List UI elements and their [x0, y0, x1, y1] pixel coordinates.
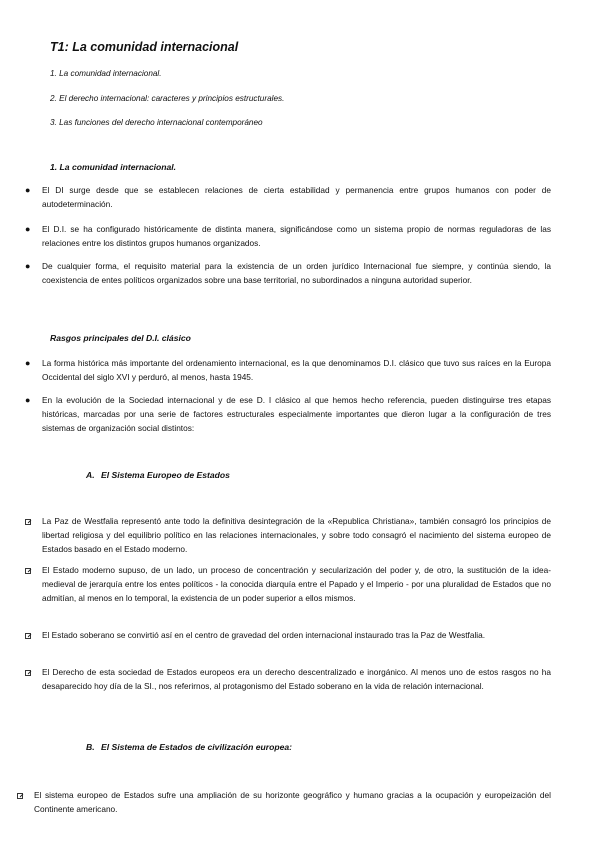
bullet-icon: ● — [25, 395, 31, 405]
section-heading-1: 1. La comunidad internacional. — [50, 162, 177, 172]
bullet-icon: ● — [25, 261, 31, 271]
paragraph-check: El Estado moderno supuso, de un lado, un proceso de concentración y secularización del poder y, de otro, la sustitución de la idea-medieval de jerarquía entre los entes políticos - la conocida diarquía entre el Papado y el Imperio - por una pluralidad de Estados que no admitían, al menos en lo temporal, la existencia de un poder superior a ellos mismos. — [42, 565, 551, 603]
paragraph-bullet: La forma histórica más importante del ordenamiento internacional, es la que denominamos D.I. clásico que tuvo sus raíces en la Europa Occidental del siglo XVI y perduró, al menos, hasta 1945. — [42, 358, 551, 382]
paragraph-check: El sistema europeo de Estados sufre una ampliación de su horizonte geográfico y humano gracias a la ocupación y europeización del Continente americano. — [34, 790, 551, 814]
paragraph-bullet: El DI surge desde que se establecen relaciones de cierta estabilidad y permanencia entre grupos humanos con poder de autodeterminación. — [42, 185, 551, 209]
bullet-icon: ● — [25, 358, 31, 368]
sub-a-letter: A. — [86, 470, 95, 480]
toc-item-1: 1. La comunidad internacional. — [50, 69, 162, 78]
bullet-icon: ● — [25, 185, 31, 195]
sub-a-heading: El Sistema Europeo de Estados — [101, 470, 230, 480]
toc-item-2: 2. El derecho internacional: caracteres y principios estructurales. — [50, 94, 285, 103]
checkbox-bullet-icon — [25, 670, 33, 677]
toc-item-3: 3. Las funciones del derecho internacional contemporáneo — [50, 118, 263, 127]
checkbox-bullet-icon — [25, 633, 33, 640]
paragraph-check: La Paz de Westfalia representó ante todo la definitiva desintegración de la «Republica Christiana», también consagró los principios de libertad religiosa y del equilibrio político en las relaciones internacionales, y sobre todo consagró el nacimiento del sistema europeo de Estados basado en el Estado moderno. — [42, 516, 551, 554]
paragraph-bullet: De cualquier forma, el requisito material para la existencia de un orden jurídico Internacional fue siempre, y continúa siendo, la coexistencia de entes políticos organizados sobre una base territorial, no subordinados a ninguna autoridad superior. — [42, 261, 551, 285]
checkbox-bullet-icon — [17, 793, 25, 800]
paragraph-bullet: En la evolución de la Sociedad internacional y de ese D. I clásico al que hemos hecho referencia, pueden distinguirse tres etapas históricas, marcadas por una serie de factores estructurales especialmente importantes que dieron lugar a la configuración de tres sistemas de organización social distintos: — [42, 395, 551, 433]
sub-b-heading: El Sistema de Estados de civilización europea: — [101, 742, 293, 752]
bullet-icon: ● — [25, 224, 31, 234]
document-title: T1: La comunidad internacional — [50, 40, 239, 54]
paragraph-check: El Estado soberano se convirtió así en el centro de gravedad del orden internacional instaurado tras la Paz de Westfalia. — [42, 630, 486, 640]
paragraph-check: El Derecho de esta sociedad de Estados europeos era un derecho descentralizado e inorgánico. Al menos uno de estos rasgos no ha desaparecido hoy día de la SI., nos referirnos, al protagonismo del Estado soberano en la vida de relación internacional. — [42, 667, 551, 691]
checkbox-bullet-icon — [25, 568, 33, 575]
rasgos-heading: Rasgos principales del D.I. clásico — [50, 333, 191, 343]
sub-b-letter: B. — [86, 742, 95, 752]
checkbox-bullet-icon — [25, 519, 33, 526]
paragraph-bullet: El D.I. se ha configurado históricamente de distinta manera, significándose como un sistema propio de normas reguladoras de las relaciones entre los distintos grupos humanos organizados. — [42, 224, 551, 248]
